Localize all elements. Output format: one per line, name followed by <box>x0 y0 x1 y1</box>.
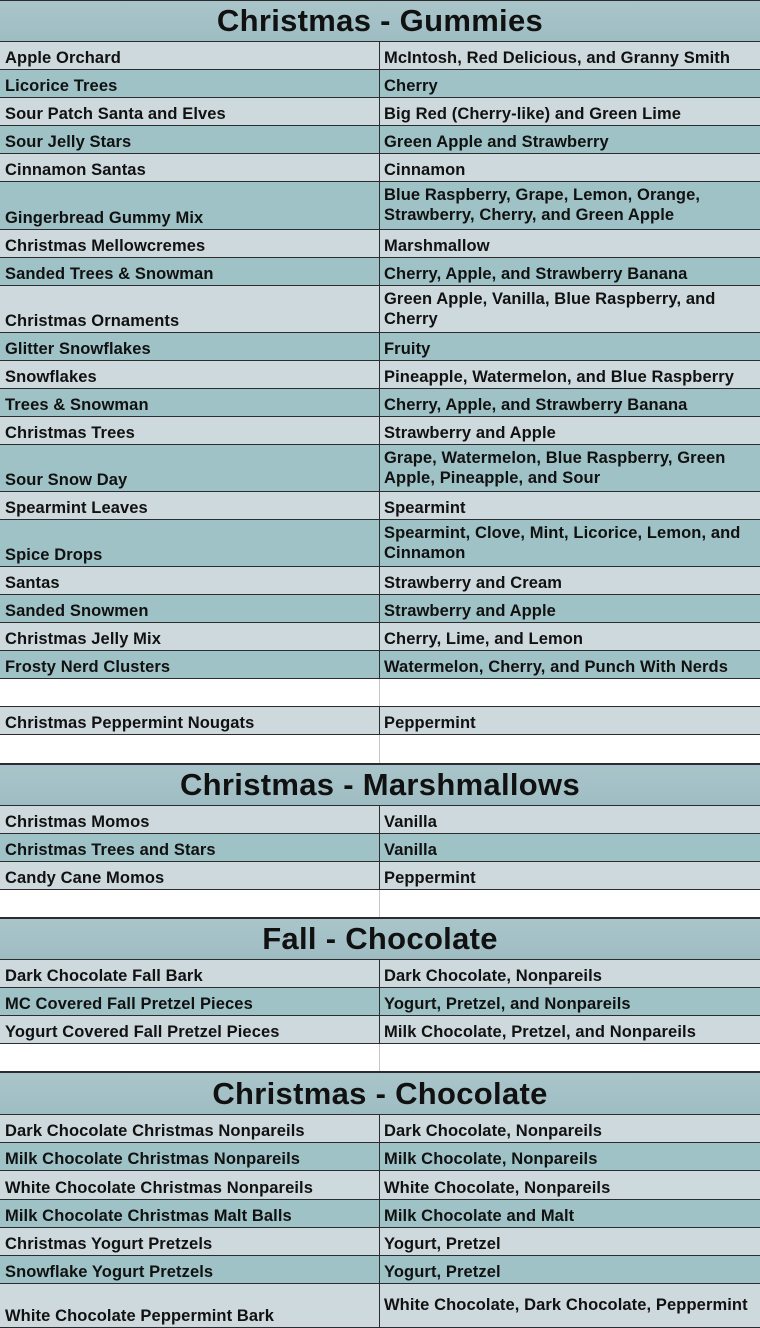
product-name-cell: Spearmint Leaves <box>0 492 380 519</box>
product-name-cell: Glitter Snowflakes <box>0 333 380 360</box>
product-name-cell: Frosty Nerd Clusters <box>0 651 380 678</box>
product-name-cell: Cinnamon Santas <box>0 154 380 181</box>
flavor-cell: Yogurt, Pretzel <box>384 1235 501 1253</box>
spacer-row <box>0 735 760 764</box>
table-row <box>0 623 760 651</box>
flavor-cell <box>380 679 760 706</box>
product-name-cell: Sanded Trees & Snowman <box>0 258 380 285</box>
table-row <box>0 520 760 567</box>
section-header: Christmas - Marshmallows <box>0 764 760 806</box>
flavor-cell: Strawberry and Apple <box>384 602 556 620</box>
table-row <box>0 1256 760 1284</box>
table-row <box>0 651 760 679</box>
spacer-row <box>0 1044 760 1072</box>
product-name-cell <box>0 735 380 763</box>
product-name-cell: Sour Patch Santa and Elves <box>0 98 380 125</box>
product-name-cell: Christmas Trees and Stars <box>0 834 380 861</box>
table-row <box>0 182 760 230</box>
flavor-cell: Spearmint, Clove, Mint, Licorice, Lemon, and Cinnamon <box>384 523 741 562</box>
table-row <box>0 42 760 70</box>
product-name-cell <box>0 679 380 706</box>
product-name-cell: Christmas Jelly Mix <box>0 623 380 650</box>
product-name-cell: Christmas Mellowcremes <box>0 230 380 257</box>
flavor-cell: Cinnamon <box>384 161 466 179</box>
table-row <box>0 1228 760 1256</box>
table-row <box>0 286 760 333</box>
flavor-cell: Yogurt, Pretzel <box>384 1263 501 1281</box>
flavor-cell <box>380 1044 760 1071</box>
section-header: Fall - Chocolate <box>0 918 760 960</box>
flavor-cell <box>380 890 760 917</box>
flavor-cell: Big Red (Cherry-like) and Green Lime <box>384 105 681 123</box>
table-row <box>0 1171 760 1200</box>
table-row <box>0 834 760 862</box>
table-row <box>0 1143 760 1171</box>
product-name-cell: Spice Drops <box>0 520 380 566</box>
table-row <box>0 1016 760 1044</box>
flavor-cell: Watermelon, Cherry, and Punch With Nerds <box>384 658 728 676</box>
table-row <box>0 707 760 735</box>
spacer-row <box>0 890 760 918</box>
table-row <box>0 988 760 1016</box>
flavor-cell: Green Apple and Strawberry <box>384 133 609 151</box>
table-row <box>0 98 760 126</box>
table-row <box>0 361 760 389</box>
flavor-cell: Pineapple, Watermelon, and Blue Raspberry <box>384 368 735 386</box>
product-name-cell: Christmas Yogurt Pretzels <box>0 1228 380 1255</box>
product-name-cell <box>0 1044 380 1071</box>
flavor-cell: Cherry, Apple, and Strawberry Banana <box>384 396 688 414</box>
flavor-cell: Marshmallow <box>384 237 490 255</box>
flavor-cell: Peppermint <box>384 714 476 732</box>
product-name-cell: Christmas Peppermint Nougats <box>0 707 380 734</box>
table-row <box>0 445 760 492</box>
product-name-cell: Sour Jelly Stars <box>0 126 380 153</box>
product-name-cell: Trees & Snowman <box>0 389 380 416</box>
product-name-cell: Gingerbread Gummy Mix <box>0 182 380 229</box>
flavor-cell: White Chocolate, Nonpareils <box>384 1179 611 1197</box>
table-row <box>0 126 760 154</box>
table-row <box>0 1200 760 1228</box>
product-name-cell: White Chocolate Peppermint Bark <box>0 1284 380 1327</box>
product-name-cell: Yogurt Covered Fall Pretzel Pieces <box>0 1016 380 1043</box>
flavor-cell: Spearmint <box>384 499 466 517</box>
flavor-cell: Dark Chocolate, Nonpareils <box>384 967 603 985</box>
flavor-cell: Blue Raspberry, Grape, Lemon, Orange, Strawberry, Cherry, and Green Apple <box>384 186 701 224</box>
product-name-cell: Dark Chocolate Christmas Nonpareils <box>0 1115 380 1142</box>
flavor-cell: Vanilla <box>384 813 437 831</box>
flavor-cell: Strawberry and Cream <box>384 574 563 592</box>
table-row <box>0 389 760 417</box>
product-name-cell: Sanded Snowmen <box>0 595 380 622</box>
table-row <box>0 258 760 286</box>
flavor-cell: Milk Chocolate and Malt <box>384 1207 575 1225</box>
product-name-cell: Dark Chocolate Fall Bark <box>0 960 380 987</box>
product-name-cell: MC Covered Fall Pretzel Pieces <box>0 988 380 1015</box>
product-name-cell: Christmas Trees <box>0 417 380 444</box>
product-name-cell: Snowflake Yogurt Pretzels <box>0 1256 380 1283</box>
table-row <box>0 806 760 834</box>
flavor-cell: Milk Chocolate, Nonpareils <box>384 1150 598 1168</box>
spacer-row <box>0 679 760 707</box>
product-name-cell: White Chocolate Christmas Nonpareils <box>0 1171 380 1199</box>
table-row <box>0 417 760 445</box>
flavor-cell: Yogurt, Pretzel, and Nonpareils <box>384 995 631 1013</box>
table-row <box>0 230 760 258</box>
table-row <box>0 333 760 361</box>
product-name-cell: Santas <box>0 567 380 594</box>
flavor-cell: McIntosh, Red Delicious, and Granny Smith <box>384 49 731 67</box>
flavor-cell: Cherry <box>384 77 438 95</box>
table-row <box>0 567 760 595</box>
table-row <box>0 1115 760 1143</box>
flavor-cell: Cherry, Apple, and Strawberry Banana <box>384 265 688 283</box>
product-name-cell <box>0 890 380 917</box>
flavor-cell <box>380 735 760 763</box>
product-name-cell: Snowflakes <box>0 361 380 388</box>
table-row <box>0 70 760 98</box>
product-name-cell: Sour Snow Day <box>0 445 380 491</box>
section-header: Christmas - Chocolate <box>0 1072 760 1115</box>
product-name-cell: Christmas Ornaments <box>0 286 380 332</box>
product-name-cell: Milk Chocolate Christmas Malt Balls <box>0 1200 380 1227</box>
table-row <box>0 862 760 890</box>
product-name-cell: Candy Cane Momos <box>0 862 380 889</box>
flavor-cell: Dark Chocolate, Nonpareils <box>384 1122 603 1140</box>
flavor-cell: Peppermint <box>384 869 476 887</box>
table-row <box>0 154 760 182</box>
table-row <box>0 595 760 623</box>
flavor-cell: Green Apple, Vanilla, Blue Raspberry, and Cherry <box>384 289 716 328</box>
product-name-cell: Milk Chocolate Christmas Nonpareils <box>0 1143 380 1170</box>
table-row <box>0 960 760 988</box>
section-header: Christmas - Gummies <box>0 0 760 42</box>
table-row <box>0 492 760 520</box>
flavor-cell: Milk Chocolate, Pretzel, and Nonpareils <box>384 1023 696 1041</box>
product-name-cell: Apple Orchard <box>0 42 380 69</box>
flavor-cell: Fruity <box>384 340 431 358</box>
flavor-cell: Cherry, Lime, and Lemon <box>384 630 584 648</box>
flavor-cell: Vanilla <box>384 841 437 859</box>
flavor-cell: White Chocolate, Dark Chocolate, Peppermint <box>384 1296 748 1314</box>
flavor-cell: Grape, Watermelon, Blue Raspberry, Green Apple, Pineapple, and Sour <box>384 448 726 487</box>
flavor-cell: Strawberry and Apple <box>384 424 556 442</box>
product-name-cell: Christmas Momos <box>0 806 380 833</box>
product-name-cell: Licorice Trees <box>0 70 380 97</box>
table-row <box>0 1284 760 1328</box>
